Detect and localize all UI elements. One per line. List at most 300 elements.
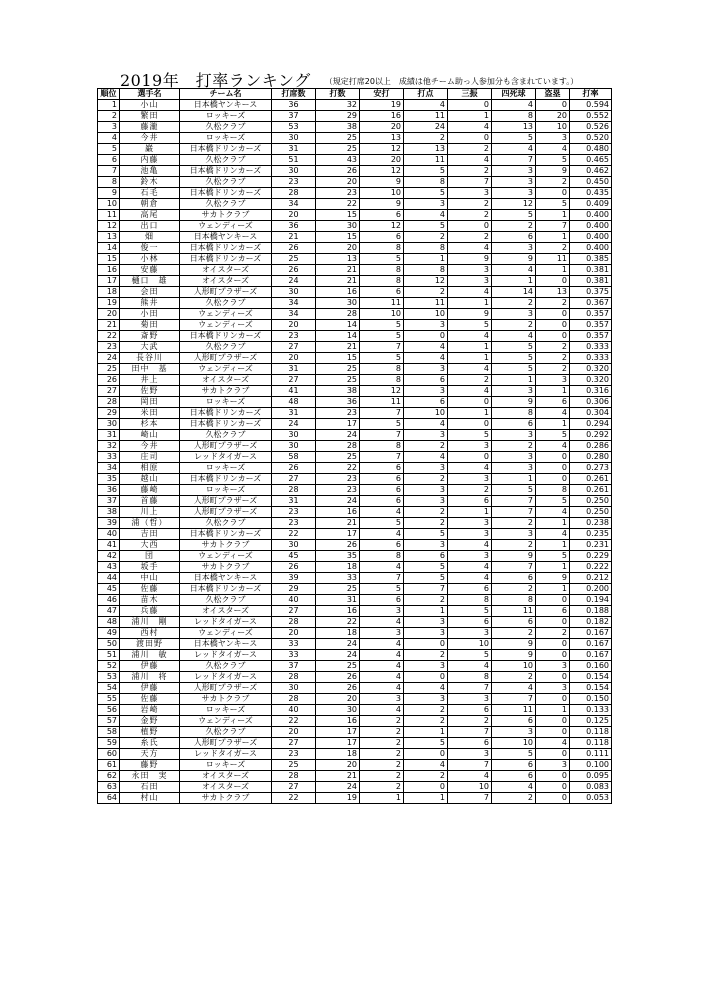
cell-steals: 0 bbox=[536, 749, 570, 760]
cell-player: 朝倉 bbox=[120, 199, 180, 210]
cell-strikeouts: 2 bbox=[448, 166, 492, 177]
cell-rank: 7 bbox=[98, 166, 120, 177]
cell-steals: 3 bbox=[536, 760, 570, 771]
table-row bbox=[98, 375, 612, 386]
cell-team: 人形町プラザーズ bbox=[180, 683, 272, 694]
cell-plate-appearances: 34 bbox=[272, 298, 316, 309]
cell-team: 人形町プラザーズ bbox=[180, 496, 272, 507]
cell-walks-hbp: 7 bbox=[492, 562, 536, 573]
table-row bbox=[98, 155, 612, 166]
cell-team: 日本橋ドリンカーズ bbox=[180, 419, 272, 430]
cell-steals: 11 bbox=[536, 254, 570, 265]
cell-rank: 33 bbox=[98, 452, 120, 463]
cell-batting-average: 0.231 bbox=[570, 540, 612, 551]
cell-batting-average: 0.292 bbox=[570, 430, 612, 441]
table-row bbox=[98, 287, 612, 298]
cell-hits: 5 bbox=[360, 254, 404, 265]
cell-at-bats: 20 bbox=[316, 243, 360, 254]
cell-player: 岩崎 bbox=[120, 705, 180, 716]
cell-steals: 0 bbox=[536, 793, 570, 804]
cell-team: 日本橋ヤンキース bbox=[180, 573, 272, 584]
cell-at-bats: 22 bbox=[316, 617, 360, 628]
cell-rank: 43 bbox=[98, 562, 120, 573]
cell-batting-average: 0.095 bbox=[570, 771, 612, 782]
cell-at-bats: 38 bbox=[316, 386, 360, 397]
cell-rank: 15 bbox=[98, 254, 120, 265]
table-row bbox=[98, 353, 612, 364]
cell-batting-average: 0.304 bbox=[570, 408, 612, 419]
cell-hits: 8 bbox=[360, 276, 404, 287]
cell-at-bats: 25 bbox=[316, 133, 360, 144]
cell-plate-appearances: 27 bbox=[272, 375, 316, 386]
cell-at-bats: 23 bbox=[316, 485, 360, 496]
cell-rank: 47 bbox=[98, 606, 120, 617]
cell-rbi: 10 bbox=[404, 309, 448, 320]
table-row bbox=[98, 683, 612, 694]
cell-strikeouts: 1 bbox=[448, 353, 492, 364]
cell-rank: 41 bbox=[98, 540, 120, 551]
cell-strikeouts: 6 bbox=[448, 617, 492, 628]
cell-batting-average: 0.400 bbox=[570, 221, 612, 232]
cell-rank: 29 bbox=[98, 408, 120, 419]
cell-rank: 55 bbox=[98, 694, 120, 705]
cell-strikeouts: 3 bbox=[448, 749, 492, 760]
cell-player: 吉田 bbox=[120, 529, 180, 540]
cell-strikeouts: 4 bbox=[448, 122, 492, 133]
cell-hits: 8 bbox=[360, 551, 404, 562]
cell-team: 久松クラブ bbox=[180, 155, 272, 166]
table-body bbox=[98, 100, 612, 804]
table-row bbox=[98, 771, 612, 782]
cell-strikeouts: 1 bbox=[448, 342, 492, 353]
cell-team: 日本橋ドリンカーズ bbox=[180, 331, 272, 342]
cell-batting-average: 0.400 bbox=[570, 243, 612, 254]
cell-player: 伊藤 bbox=[120, 683, 180, 694]
cell-player: 小田 bbox=[120, 309, 180, 320]
cell-strikeouts: 6 bbox=[448, 705, 492, 716]
cell-hits: 10 bbox=[360, 188, 404, 199]
cell-at-bats: 36 bbox=[316, 397, 360, 408]
table-row bbox=[98, 177, 612, 188]
cell-at-bats: 25 bbox=[316, 364, 360, 375]
cell-plate-appearances: 27 bbox=[272, 606, 316, 617]
cell-batting-average: 0.400 bbox=[570, 232, 612, 243]
cell-steals: 2 bbox=[536, 353, 570, 364]
page-title: 2019年 打率ランキング bbox=[120, 71, 311, 90]
cell-hits: 9 bbox=[360, 199, 404, 210]
table-row bbox=[98, 749, 612, 760]
table-row bbox=[98, 584, 612, 595]
cell-rank: 60 bbox=[98, 749, 120, 760]
table-row bbox=[98, 111, 612, 122]
cell-steals: 4 bbox=[536, 144, 570, 155]
cell-plate-appearances: 53 bbox=[272, 122, 316, 133]
cell-at-bats: 20 bbox=[316, 760, 360, 771]
cell-batting-average: 0.400 bbox=[570, 210, 612, 221]
cell-strikeouts: 3 bbox=[448, 265, 492, 276]
cell-walks-hbp: 3 bbox=[492, 727, 536, 738]
cell-at-bats: 20 bbox=[316, 177, 360, 188]
cell-plate-appearances: 24 bbox=[272, 419, 316, 430]
cell-steals: 0 bbox=[536, 463, 570, 474]
cell-hits: 19 bbox=[360, 100, 404, 111]
cell-team: レッドタイガース bbox=[180, 617, 272, 628]
cell-team: レッドタイガース bbox=[180, 749, 272, 760]
cell-plate-appearances: 36 bbox=[272, 100, 316, 111]
cell-rank: 14 bbox=[98, 243, 120, 254]
cell-plate-appearances: 28 bbox=[272, 672, 316, 683]
cell-plate-appearances: 23 bbox=[272, 749, 316, 760]
table-row bbox=[98, 672, 612, 683]
cell-hits: 6 bbox=[360, 595, 404, 606]
cell-batting-average: 0.150 bbox=[570, 694, 612, 705]
cell-strikeouts: 5 bbox=[448, 650, 492, 661]
table-row bbox=[98, 540, 612, 551]
table-header-row bbox=[98, 89, 612, 100]
cell-at-bats: 15 bbox=[316, 232, 360, 243]
cell-team: レッドタイガース bbox=[180, 452, 272, 463]
cell-batting-average: 0.357 bbox=[570, 331, 612, 342]
cell-rbi: 6 bbox=[404, 397, 448, 408]
cell-rbi: 5 bbox=[404, 573, 448, 584]
cell-strikeouts: 0 bbox=[448, 452, 492, 463]
cell-strikeouts: 7 bbox=[448, 760, 492, 771]
cell-steals: 20 bbox=[536, 111, 570, 122]
cell-player: 浦（哲） bbox=[120, 518, 180, 529]
cell-team: サカトクラブ bbox=[180, 386, 272, 397]
cell-rank: 52 bbox=[98, 661, 120, 672]
cell-team: 日本橋ドリンカーズ bbox=[180, 584, 272, 595]
cell-team: 日本橋ヤンキース bbox=[180, 232, 272, 243]
cell-walks-hbp: 6 bbox=[492, 771, 536, 782]
cell-batting-average: 0.229 bbox=[570, 551, 612, 562]
cell-team: ウェンディーズ bbox=[180, 716, 272, 727]
cell-team: 久松クラブ bbox=[180, 595, 272, 606]
table-row bbox=[98, 386, 612, 397]
cell-walks-hbp: 6 bbox=[492, 573, 536, 584]
cell-hits: 4 bbox=[360, 617, 404, 628]
cell-team: ウェンディーズ bbox=[180, 320, 272, 331]
cell-team: サカトクラブ bbox=[180, 694, 272, 705]
cell-hits: 16 bbox=[360, 111, 404, 122]
cell-hits: 8 bbox=[360, 441, 404, 452]
cell-steals: 2 bbox=[536, 342, 570, 353]
cell-steals: 7 bbox=[536, 221, 570, 232]
cell-strikeouts: 6 bbox=[448, 496, 492, 507]
cell-walks-hbp: 4 bbox=[492, 100, 536, 111]
cell-batting-average: 0.235 bbox=[570, 529, 612, 540]
cell-rank: 48 bbox=[98, 617, 120, 628]
table-row bbox=[98, 606, 612, 617]
cell-batting-average: 0.450 bbox=[570, 177, 612, 188]
cell-plate-appearances: 36 bbox=[272, 221, 316, 232]
cell-plate-appearances: 30 bbox=[272, 166, 316, 177]
cell-rbi: 3 bbox=[404, 628, 448, 639]
cell-team: オイスターズ bbox=[180, 782, 272, 793]
table-row bbox=[98, 705, 612, 716]
cell-walks-hbp: 12 bbox=[492, 199, 536, 210]
cell-at-bats: 35 bbox=[316, 551, 360, 562]
table-row bbox=[98, 562, 612, 573]
cell-steals: 6 bbox=[536, 397, 570, 408]
cell-walks-hbp: 3 bbox=[492, 430, 536, 441]
cell-plate-appearances: 27 bbox=[272, 342, 316, 353]
cell-batting-average: 0.154 bbox=[570, 672, 612, 683]
cell-rbi: 0 bbox=[404, 749, 448, 760]
cell-team: ロッキーズ bbox=[180, 397, 272, 408]
table-row bbox=[98, 782, 612, 793]
cell-at-bats: 21 bbox=[316, 265, 360, 276]
cell-batting-average: 0.182 bbox=[570, 617, 612, 628]
cell-plate-appearances: 23 bbox=[272, 518, 316, 529]
cell-batting-average: 0.111 bbox=[570, 749, 612, 760]
cell-batting-average: 0.154 bbox=[570, 683, 612, 694]
cell-player: 高尾 bbox=[120, 210, 180, 221]
cell-at-bats: 21 bbox=[316, 276, 360, 287]
cell-walks-hbp: 11 bbox=[492, 606, 536, 617]
cell-steals: 1 bbox=[536, 210, 570, 221]
cell-walks-hbp: 3 bbox=[492, 529, 536, 540]
cell-plate-appearances: 22 bbox=[272, 716, 316, 727]
page-subtitle: （規定打席20以上 成績は他チーム助っ人参加分も含まれています。） bbox=[324, 77, 579, 86]
cell-player: 永田 実 bbox=[120, 771, 180, 782]
table-row bbox=[98, 342, 612, 353]
cell-steals: 13 bbox=[536, 287, 570, 298]
table-row bbox=[98, 100, 612, 111]
cell-steals: 0 bbox=[536, 309, 570, 320]
cell-at-bats: 26 bbox=[316, 672, 360, 683]
cell-hits: 7 bbox=[360, 573, 404, 584]
cell-rbi: 4 bbox=[404, 100, 448, 111]
cell-plate-appearances: 22 bbox=[272, 793, 316, 804]
cell-steals: 2 bbox=[536, 628, 570, 639]
cell-player: 苗木 bbox=[120, 595, 180, 606]
cell-team: 日本橋ドリンカーズ bbox=[180, 188, 272, 199]
cell-at-bats: 17 bbox=[316, 738, 360, 749]
cell-at-bats: 17 bbox=[316, 529, 360, 540]
cell-hits: 4 bbox=[360, 639, 404, 650]
cell-player: 伊藤 bbox=[120, 661, 180, 672]
cell-strikeouts: 9 bbox=[448, 254, 492, 265]
cell-hits: 20 bbox=[360, 122, 404, 133]
cell-steals: 4 bbox=[536, 441, 570, 452]
cell-steals: 0 bbox=[536, 452, 570, 463]
cell-rank: 27 bbox=[98, 386, 120, 397]
cell-plate-appearances: 30 bbox=[272, 441, 316, 452]
cell-batting-average: 0.167 bbox=[570, 628, 612, 639]
cell-team: オイスターズ bbox=[180, 276, 272, 287]
cell-rbi: 3 bbox=[404, 496, 448, 507]
table-row bbox=[98, 298, 612, 309]
cell-at-bats: 26 bbox=[316, 166, 360, 177]
cell-team: 久松クラブ bbox=[180, 430, 272, 441]
cell-steals: 0 bbox=[536, 782, 570, 793]
cell-rbi: 2 bbox=[404, 705, 448, 716]
cell-player: 大武 bbox=[120, 342, 180, 353]
table-row bbox=[98, 463, 612, 474]
cell-steals: 2 bbox=[536, 298, 570, 309]
cell-hits: 2 bbox=[360, 749, 404, 760]
cell-steals: 1 bbox=[536, 518, 570, 529]
cell-walks-hbp: 8 bbox=[492, 595, 536, 606]
cell-batting-average: 0.367 bbox=[570, 298, 612, 309]
cell-hits: 1 bbox=[360, 793, 404, 804]
cell-team: 久松クラブ bbox=[180, 342, 272, 353]
cell-hits: 10 bbox=[360, 309, 404, 320]
cell-batting-average: 0.167 bbox=[570, 650, 612, 661]
cell-steals: 5 bbox=[536, 155, 570, 166]
cell-batting-average: 0.594 bbox=[570, 100, 612, 111]
cell-player: 崎山 bbox=[120, 430, 180, 441]
cell-hits: 2 bbox=[360, 727, 404, 738]
cell-plate-appearances: 28 bbox=[272, 188, 316, 199]
cell-at-bats: 25 bbox=[316, 661, 360, 672]
table-row bbox=[98, 397, 612, 408]
cell-player: 庄司 bbox=[120, 452, 180, 463]
cell-batting-average: 0.320 bbox=[570, 375, 612, 386]
cell-rank: 59 bbox=[98, 738, 120, 749]
cell-player: 杉本 bbox=[120, 419, 180, 430]
cell-walks-hbp: 9 bbox=[492, 397, 536, 408]
cell-team: サカトクラブ bbox=[180, 562, 272, 573]
cell-player: 団 bbox=[120, 551, 180, 562]
cell-steals: 1 bbox=[536, 540, 570, 551]
cell-player: 菊田 bbox=[120, 320, 180, 331]
cell-strikeouts: 8 bbox=[448, 595, 492, 606]
cell-batting-average: 0.118 bbox=[570, 727, 612, 738]
cell-strikeouts: 4 bbox=[448, 331, 492, 342]
cell-steals: 4 bbox=[536, 529, 570, 540]
cell-rank: 21 bbox=[98, 320, 120, 331]
cell-hits: 8 bbox=[360, 375, 404, 386]
cell-batting-average: 0.083 bbox=[570, 782, 612, 793]
cell-steals: 0 bbox=[536, 320, 570, 331]
cell-steals: 4 bbox=[536, 738, 570, 749]
cell-rbi: 6 bbox=[404, 375, 448, 386]
table-row bbox=[98, 551, 612, 562]
cell-batting-average: 0.465 bbox=[570, 155, 612, 166]
cell-walks-hbp: 2 bbox=[492, 518, 536, 529]
cell-steals: 0 bbox=[536, 474, 570, 485]
cell-batting-average: 0.250 bbox=[570, 507, 612, 518]
cell-team: ウェンディーズ bbox=[180, 221, 272, 232]
cell-batting-average: 0.294 bbox=[570, 419, 612, 430]
cell-plate-appearances: 20 bbox=[272, 320, 316, 331]
cell-player: 大西 bbox=[120, 540, 180, 551]
cell-strikeouts: 2 bbox=[448, 485, 492, 496]
cell-strikeouts: 6 bbox=[448, 584, 492, 595]
cell-batting-average: 0.333 bbox=[570, 353, 612, 364]
cell-plate-appearances: 23 bbox=[272, 507, 316, 518]
cell-steals: 1 bbox=[536, 386, 570, 397]
cell-team: ウェンディーズ bbox=[180, 364, 272, 375]
cell-at-bats: 16 bbox=[316, 287, 360, 298]
cell-steals: 1 bbox=[536, 705, 570, 716]
cell-rbi: 3 bbox=[404, 320, 448, 331]
table-row bbox=[98, 694, 612, 705]
cell-rbi: 4 bbox=[404, 353, 448, 364]
col-header-plate-appearances: 打席数 bbox=[272, 89, 316, 100]
cell-at-bats: 19 bbox=[316, 793, 360, 804]
cell-rbi: 1 bbox=[404, 727, 448, 738]
cell-batting-average: 0.316 bbox=[570, 386, 612, 397]
cell-rank: 62 bbox=[98, 771, 120, 782]
cell-hits: 6 bbox=[360, 485, 404, 496]
cell-hits: 5 bbox=[360, 331, 404, 342]
cell-team: 人形町プラザーズ bbox=[180, 353, 272, 364]
cell-plate-appearances: 33 bbox=[272, 639, 316, 650]
cell-strikeouts: 1 bbox=[448, 507, 492, 518]
cell-walks-hbp: 4 bbox=[492, 331, 536, 342]
cell-at-bats: 29 bbox=[316, 111, 360, 122]
cell-plate-appearances: 28 bbox=[272, 485, 316, 496]
cell-rbi: 2 bbox=[404, 595, 448, 606]
cell-player: 米田 bbox=[120, 408, 180, 419]
cell-walks-hbp: 3 bbox=[492, 188, 536, 199]
cell-hits: 5 bbox=[360, 419, 404, 430]
cell-plate-appearances: 30 bbox=[272, 540, 316, 551]
cell-team: 久松クラブ bbox=[180, 177, 272, 188]
cell-steals: 2 bbox=[536, 177, 570, 188]
cell-rbi: 5 bbox=[404, 188, 448, 199]
cell-strikeouts: 3 bbox=[448, 529, 492, 540]
cell-walks-hbp: 6 bbox=[492, 760, 536, 771]
cell-rbi: 3 bbox=[404, 386, 448, 397]
cell-rbi: 8 bbox=[404, 177, 448, 188]
cell-team: 日本橋ドリンカーズ bbox=[180, 408, 272, 419]
cell-walks-hbp: 3 bbox=[492, 177, 536, 188]
cell-player: 首藤 bbox=[120, 496, 180, 507]
cell-team: 日本橋ドリンカーズ bbox=[180, 529, 272, 540]
cell-batting-average: 0.118 bbox=[570, 738, 612, 749]
cell-steals: 0 bbox=[536, 595, 570, 606]
cell-rank: 31 bbox=[98, 430, 120, 441]
cell-steals: 0 bbox=[536, 617, 570, 628]
cell-at-bats: 25 bbox=[316, 584, 360, 595]
cell-walks-hbp: 2 bbox=[492, 793, 536, 804]
cell-walks-hbp: 6 bbox=[492, 617, 536, 628]
cell-team: ロッキーズ bbox=[180, 111, 272, 122]
cell-hits: 20 bbox=[360, 155, 404, 166]
cell-strikeouts: 1 bbox=[448, 298, 492, 309]
cell-rank: 18 bbox=[98, 287, 120, 298]
cell-batting-average: 0.280 bbox=[570, 452, 612, 463]
cell-batting-average: 0.357 bbox=[570, 320, 612, 331]
cell-rank: 64 bbox=[98, 793, 120, 804]
cell-walks-hbp: 5 bbox=[492, 342, 536, 353]
cell-walks-hbp: 10 bbox=[492, 661, 536, 672]
cell-steals: 0 bbox=[536, 672, 570, 683]
cell-rbi: 12 bbox=[404, 276, 448, 287]
cell-hits: 6 bbox=[360, 210, 404, 221]
cell-rank: 40 bbox=[98, 529, 120, 540]
cell-team: オイスターズ bbox=[180, 771, 272, 782]
cell-rbi: 6 bbox=[404, 551, 448, 562]
cell-batting-average: 0.526 bbox=[570, 122, 612, 133]
cell-strikeouts: 7 bbox=[448, 177, 492, 188]
cell-rank: 38 bbox=[98, 507, 120, 518]
table-row bbox=[98, 727, 612, 738]
cell-plate-appearances: 26 bbox=[272, 265, 316, 276]
cell-batting-average: 0.520 bbox=[570, 133, 612, 144]
table-row bbox=[98, 243, 612, 254]
cell-batting-average: 0.100 bbox=[570, 760, 612, 771]
cell-steals: 0 bbox=[536, 727, 570, 738]
cell-hits: 4 bbox=[360, 705, 404, 716]
cell-team: ウェンディーズ bbox=[180, 551, 272, 562]
cell-walks-hbp: 4 bbox=[492, 265, 536, 276]
cell-strikeouts: 4 bbox=[448, 364, 492, 375]
